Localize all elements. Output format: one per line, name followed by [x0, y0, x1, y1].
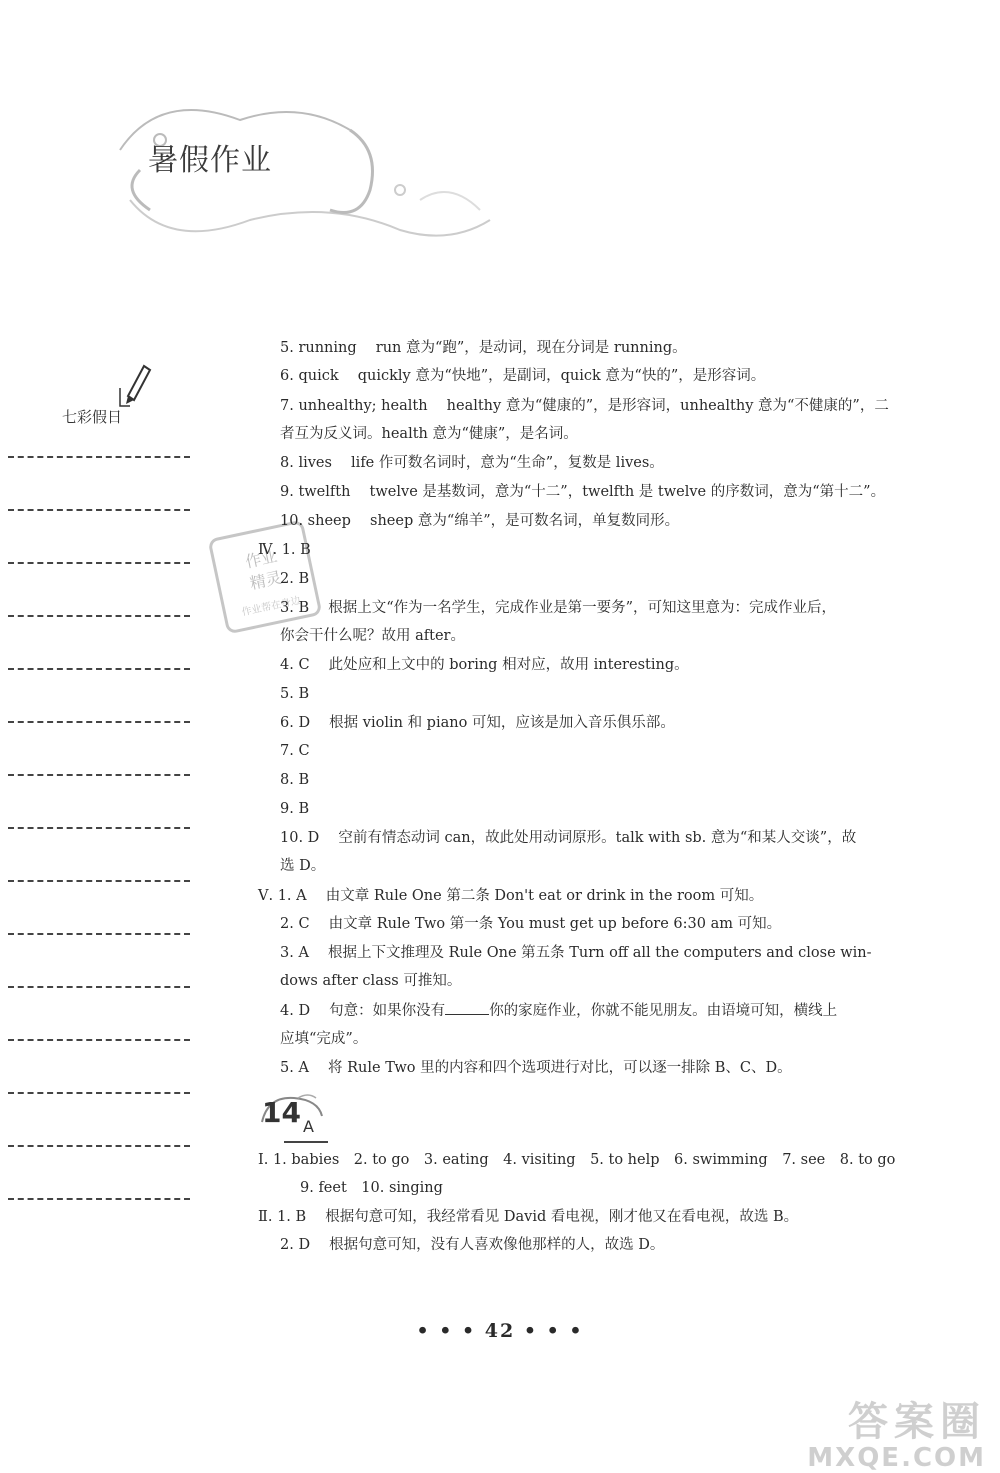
fill-blank	[445, 1001, 489, 1015]
answer-line: 6. quick quickly 意为“快地”，是副词，quick 意为“快的”，是形容词。	[280, 368, 766, 384]
section-underline	[284, 1141, 328, 1143]
answer-text: 你的家庭作业，你就不能见朋友。由语境可知，横线上	[489, 1003, 838, 1019]
answer-line: 5. B	[280, 686, 310, 702]
banner-title: 暑假作业	[148, 143, 272, 178]
answer-line: 7. C	[280, 743, 310, 759]
note-line	[8, 615, 190, 617]
answer-line: 2. C 由文章 Rule Two 第一条 You must get up before 6:30 am 可知。	[280, 916, 782, 932]
answer-line: 者互为反义词。health 意为“健康”，是名词。	[280, 426, 578, 442]
note-line	[8, 880, 190, 882]
answer-line: 3. A 根据上下文推理及 Rule One 第五条 Turn off all the computers and close win-	[280, 945, 872, 961]
answer-line: 10. sheep sheep 意为“绵羊”，是可数名词，单复数同形。	[280, 513, 680, 529]
answer-line: dows after class 可推知。	[280, 973, 462, 989]
svg-text:精灵: 精灵	[248, 567, 284, 594]
answer-line: 5. A 将 Rule Two 里的内容和四个选项进行对比，可以逐一排除 B、C、D。	[280, 1060, 792, 1076]
header-ornament	[100, 80, 500, 280]
note-line	[8, 456, 190, 458]
answer-line: 3. B 根据上文“作为一名学生，完成作业是第一要务”，可知这里意为：完成作业后，	[280, 600, 837, 616]
section-sub: A	[303, 1117, 314, 1136]
note-line	[8, 509, 190, 511]
answer-line: 9. feet 10. singing	[300, 1180, 443, 1196]
answer-text: 4. D 句意：如果你没有	[280, 1003, 446, 1019]
watermark-logo: 答案圈	[848, 1399, 986, 1445]
answer-line: 6. D 根据 violin 和 piano 可知，应该是加入音乐俱乐部。	[280, 715, 675, 731]
page-number: • • • 42 • • •	[416, 1320, 584, 1342]
note-line	[8, 721, 190, 723]
note-line	[8, 827, 190, 829]
answer-line: 7. unhealthy; health healthy 意为“健康的”，是形容词，unhealthy 意为“不健康的”，二	[280, 398, 889, 414]
note-line	[8, 562, 190, 564]
pen-icon	[118, 362, 154, 410]
answer-line: 你会干什么呢？故用 after。	[280, 628, 465, 644]
answer-line: 9. twelfth twelve 是基数词，意为“十二”，twelfth 是 twelve 的序数词，意为“第十二”。	[280, 484, 886, 500]
answer-line: 选 D。	[280, 858, 326, 874]
answer-line: 2. D 根据句意可知，没有人喜欢像他那样的人，故选 D。	[280, 1237, 665, 1253]
answer-line: 4. C 此处应和上文中的 boring 相对应，故用 interesting。	[280, 657, 689, 673]
stamp-seal	[200, 512, 330, 642]
watermark-url: MXQE.COM	[807, 1443, 986, 1473]
svg-text:作业帮在身边: 作业帮在身边	[240, 595, 302, 619]
note-line	[8, 933, 190, 935]
answer-line: Ⅴ. 1. A 由文章 Rule One 第二条 Don't eat or drink in the room 可知。	[258, 888, 764, 904]
answer-line: 9. B	[280, 801, 310, 817]
answer-line: Ⅱ. 1. B 根据句意可知，我经常看见 David 看电视，刚才他又在看电视，故选 B。	[258, 1209, 799, 1225]
watermark	[807, 1390, 986, 1473]
note-line	[8, 668, 190, 670]
answer-line: 应填“完成”。	[280, 1031, 368, 1047]
sidebar-label: 七彩假日	[62, 408, 123, 426]
note-line	[8, 1198, 190, 1200]
note-line	[8, 1039, 190, 1041]
answer-line	[280, 1001, 837, 1021]
answer-line: 8. B	[280, 772, 310, 788]
answer-line: Ⅰ. 1. babies 2. to go 3. eating 4. visiting 5. to help 6. swimming 7. see 8. to go	[258, 1152, 896, 1168]
note-line	[8, 774, 190, 776]
section-number: 14	[262, 1096, 301, 1129]
note-line	[8, 1092, 190, 1094]
svg-text:作业: 作业	[243, 546, 279, 572]
answer-line: 5. running run 意为“跑”，是动词，现在分词是 running。	[280, 340, 687, 356]
answer-line: 2. B	[280, 571, 310, 587]
answer-line: 8. lives life 作可数名词时，意为“生命”，复数是 lives。	[280, 455, 664, 471]
answer-line: Ⅳ. 1. B	[258, 542, 311, 558]
answer-line: 10. D 空前有情态动词 can，故此处用动词原形。talk with sb. 意为“和某人交谈”，故	[280, 830, 857, 846]
note-line	[8, 1145, 190, 1147]
note-line	[8, 986, 190, 988]
